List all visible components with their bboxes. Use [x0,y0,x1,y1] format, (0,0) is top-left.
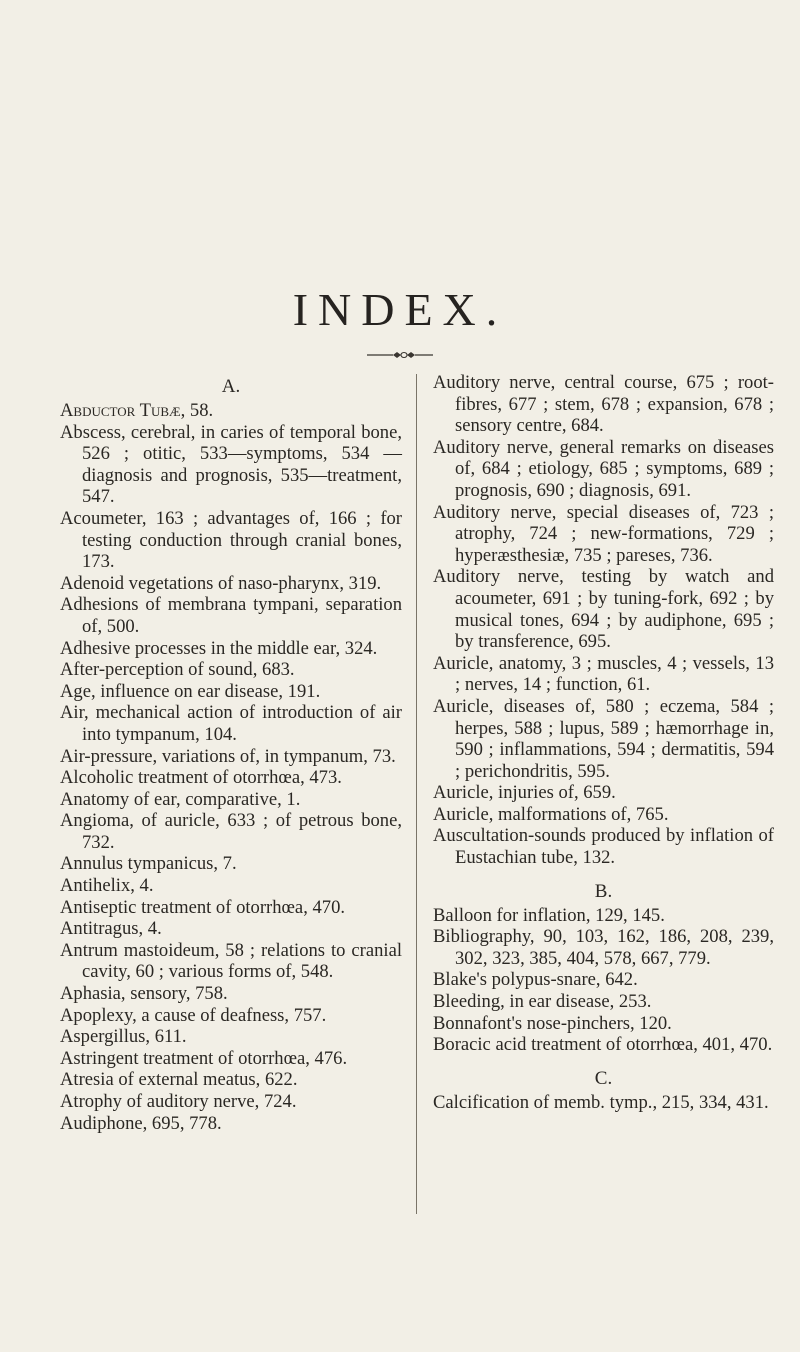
index-entry: Auditory nerve, testing by watch and acoumeter, 691 ; by tuning-fork, 692 ; by musical tones, 694 ; by audiphone, 695 ; by transference, 695. [433,566,774,653]
entry-heading: Abductor Tubæ, [60,400,186,421]
index-entry: Adenoid vegetations of naso-pharynx, 319. [60,572,382,594]
index-entry: Bonnafont's nose-pinchers, 120. [433,1012,672,1034]
index-entry: Adhesive processes in the middle ear, 324. [60,637,378,659]
ornament-divider [365,350,435,360]
index-entry: Antihelix, 4. [60,875,154,897]
index-entry: Auricle, malformations of, 765. [433,803,669,825]
index-entry [60,400,402,422]
left-column [60,372,402,1134]
index-entry: Balloon for inflation, 129, 145. [433,904,665,926]
index-entry: Air-pressure, variations of, in tympanum, 73. [60,745,396,767]
index-entry: Auricle, anatomy, 3 ; muscles, 4 ; vessels, 13 ; nerves, 14 ; function, 61. [433,652,774,696]
index-entry: Anatomy of ear, comparative, 1. [60,788,301,810]
index-entry: Astringent treatment of otorrhœa, 476. [60,1047,348,1069]
index-entry: Audiphone, 695, 778. [60,1112,222,1134]
section-letter: B. [594,880,613,902]
section-letter: C. [594,1067,613,1089]
index-entry: Atresia of external meatus, 622. [60,1069,298,1091]
index-entry: Aspergillus, 611. [60,1026,187,1048]
index-entry: Auditory nerve, special diseases of, 723 ; atrophy, 724 ; new-formations, 729 ; hyperæsthesiæ, 735 ; pareses, 736. [433,501,774,566]
index-entry: Adhesions of membrana tympani, separation of, 500. [60,594,402,637]
index-entry: Atrophy of auditory nerve, 724. [60,1091,297,1112]
index-entry: Age, influence on ear disease, 191. [60,680,321,702]
index-entry: Aphasia, sensory, 758. [60,983,228,1005]
index-entry: Boracic acid treatment of otorrhœa, 401, 470. [433,1034,773,1056]
index-entry: Antrum mastoideum, 58 ; relations to cranial cavity, 60 ; various forms of, 548. [60,939,402,983]
index-entry: Abscess, cerebral, in caries of temporal bone, 526 ; otitic, 533—symptoms, 534 — diagnosis and prognosis, 535—treatment, 547. [60,421,402,508]
index-entry: Antiseptic treatment of otorrhœa, 470. [60,896,346,918]
right-column [433,372,774,1113]
index-entry: After-perception of sound, 683. [60,659,295,681]
entry-text: 58. [185,400,214,421]
page-title: INDEX. [292,284,508,335]
index-entry: Auditory nerve, general remarks on diseases of, 684 ; etiology, 685 ; symptoms, 689 ; prognosis, 690 ; diagnosis, 691. [433,436,774,501]
index-entry: Apoplexy, a cause of deafness, 757. [60,1004,327,1026]
index-entry: Alcoholic treatment of otorrhœa, 473. [60,767,342,789]
index-entry: Auricle, diseases of, 580 ; eczema, 584 ; herpes, 588 ; lupus, 589 ; hæmorrhage in, 590 ; inflammations, 594 ; dermatitis, 594 ; perichondritis, 595. [433,695,774,782]
index-entry: Bibliography, 90, 103, 162, 186, 208, 239, 302, 323, 385, 404, 578, 667, 779. [433,926,774,969]
index-entry: Bleeding, in ear disease, 253. [433,991,652,1013]
index-entry: Auricle, injuries of, 659. [433,782,616,804]
index-entry: Air, mechanical action of introduction of air into tympanum, 104. [60,702,402,745]
index-entry: Auscultation-sounds produced by inflation of Eustachian tube, 132. [433,825,774,869]
index-entry: Angioma, of auricle, 633 ; of petrous bone, 732. [60,810,402,853]
index-entry: Blake's polypus-snare, 642. [433,969,638,991]
index-entry: Acoumeter, 163 ; advantages of, 166 ; for testing conduction through cranial bones, 173. [60,507,402,573]
column-divider [416,374,417,1214]
index-entry: Auditory nerve, central course, 675 ; root-fibres, 677 ; stem, 678 ; expansion, 678 ; sensory centre, 684. [433,372,774,437]
index-entry: Calcification of memb. tymp., 215, 334, 431. [433,1091,769,1113]
index-entry: Annulus tympanicus, 7. [60,853,237,875]
index-entry: Antitragus, 4. [60,918,162,940]
section-letter: A. [221,376,241,397]
